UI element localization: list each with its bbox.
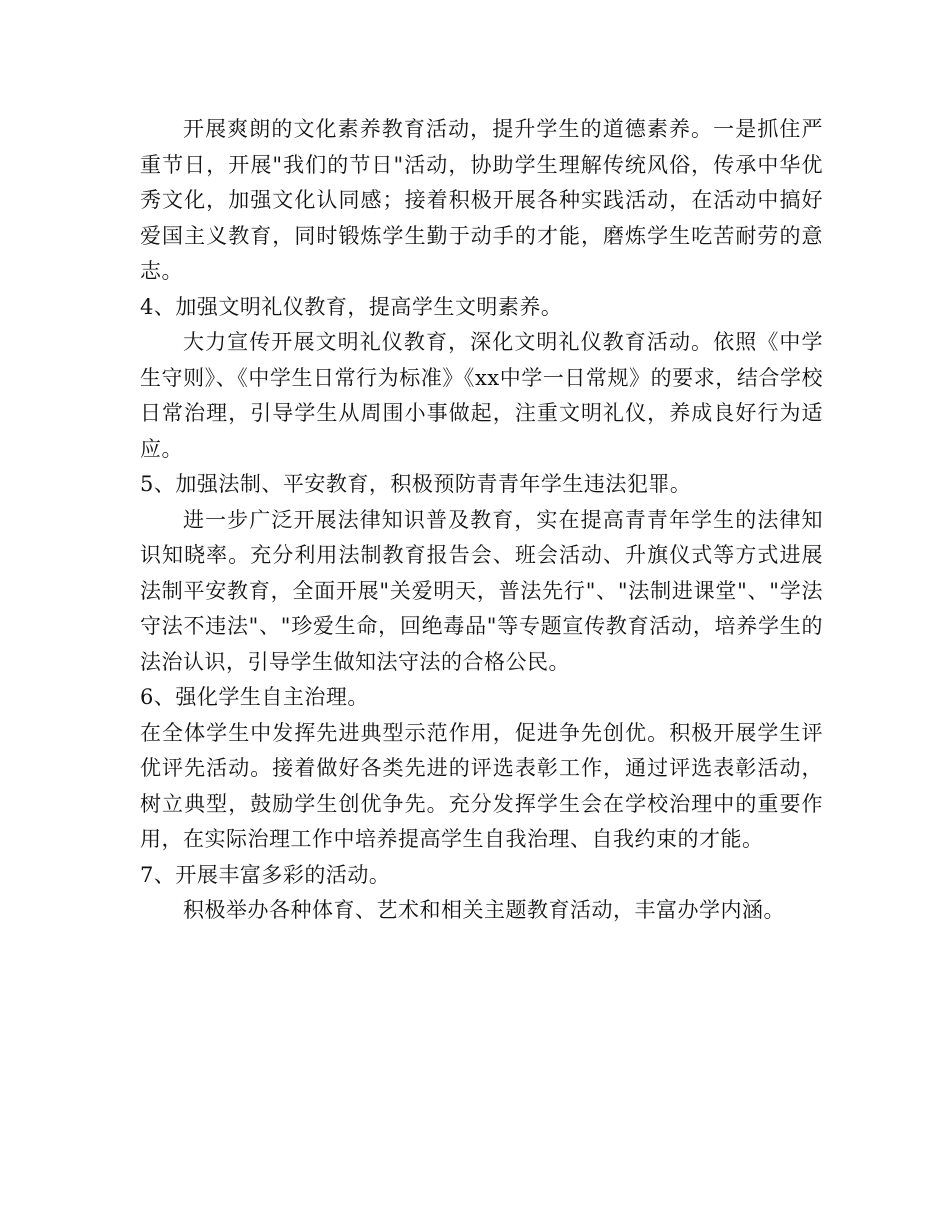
paragraph-self-management: 在全体学生中发挥先进典型示范作用，促进争先创优。积极开展学生评优评先活动。接着做好各类先进的评选表彰工作，通过评选表彰活动，树立典型，鼓励学生创优争先。充分发挥学生会在学校治理中的重要作用，在实际治理工作中培养提高学生自我治理、自我约束的才能。 xyxy=(140,720,823,851)
paragraph-etiquette-education: 大力宣传开展文明礼仪教育，深化文明礼仪教育活动。依照《中学生守则》、《中学生日常行为标准》《xx中学一日常规》的要求，结合学校日常治理，引导学生从周围小事做起，注重文明礼仪，养成良好行为适应。 xyxy=(140,330,823,461)
paragraph-activities: 积极举办各种体育、艺术和相关主题教育活动，丰富办学内涵。 xyxy=(183,898,785,922)
section-heading-7: 7、开展丰富多彩的活动。 xyxy=(140,862,391,887)
section-heading-6: 6、强化学生自主治理。 xyxy=(140,685,369,709)
paragraph-cultural-education: 开展爽朗的文化素养教育活动，提升学生的道德素养。一是抓住严重节日，开展"我们的节日"活动，协助学生理解传统风俗，传承中华优秀文化，加强文化认同感；接着积极开展各种实践活动，在活动中搞好爱国主义教育，同时锻炼学生勤于动手的才能，磨炼学生吃苦耐劳的意志。 xyxy=(140,117,823,283)
paragraph-legal-education: 进一步广泛开展法律知识普及教育，实在提高青青年学生的法律知识知晓率。充分利用法制教育报告会、班会活动、升旗仪式等方式进展法制平安教育，全面开展"关爱明天，普法先行"、"法制进课堂"、"学法守法不违法"、"珍爱生命，回绝毒品"等专题宣传教育活动，培养学生的法治认识，引导学生做知法守法的合格公民。 xyxy=(140,507,823,674)
document-body xyxy=(140,112,823,929)
section-heading-5: 5、加强法制、平安教育，积极预防青青年学生违法犯罪。 xyxy=(140,472,692,496)
section-heading-4: 4、加强文明礼仪教育，提高学生文明素养。 xyxy=(140,294,563,319)
